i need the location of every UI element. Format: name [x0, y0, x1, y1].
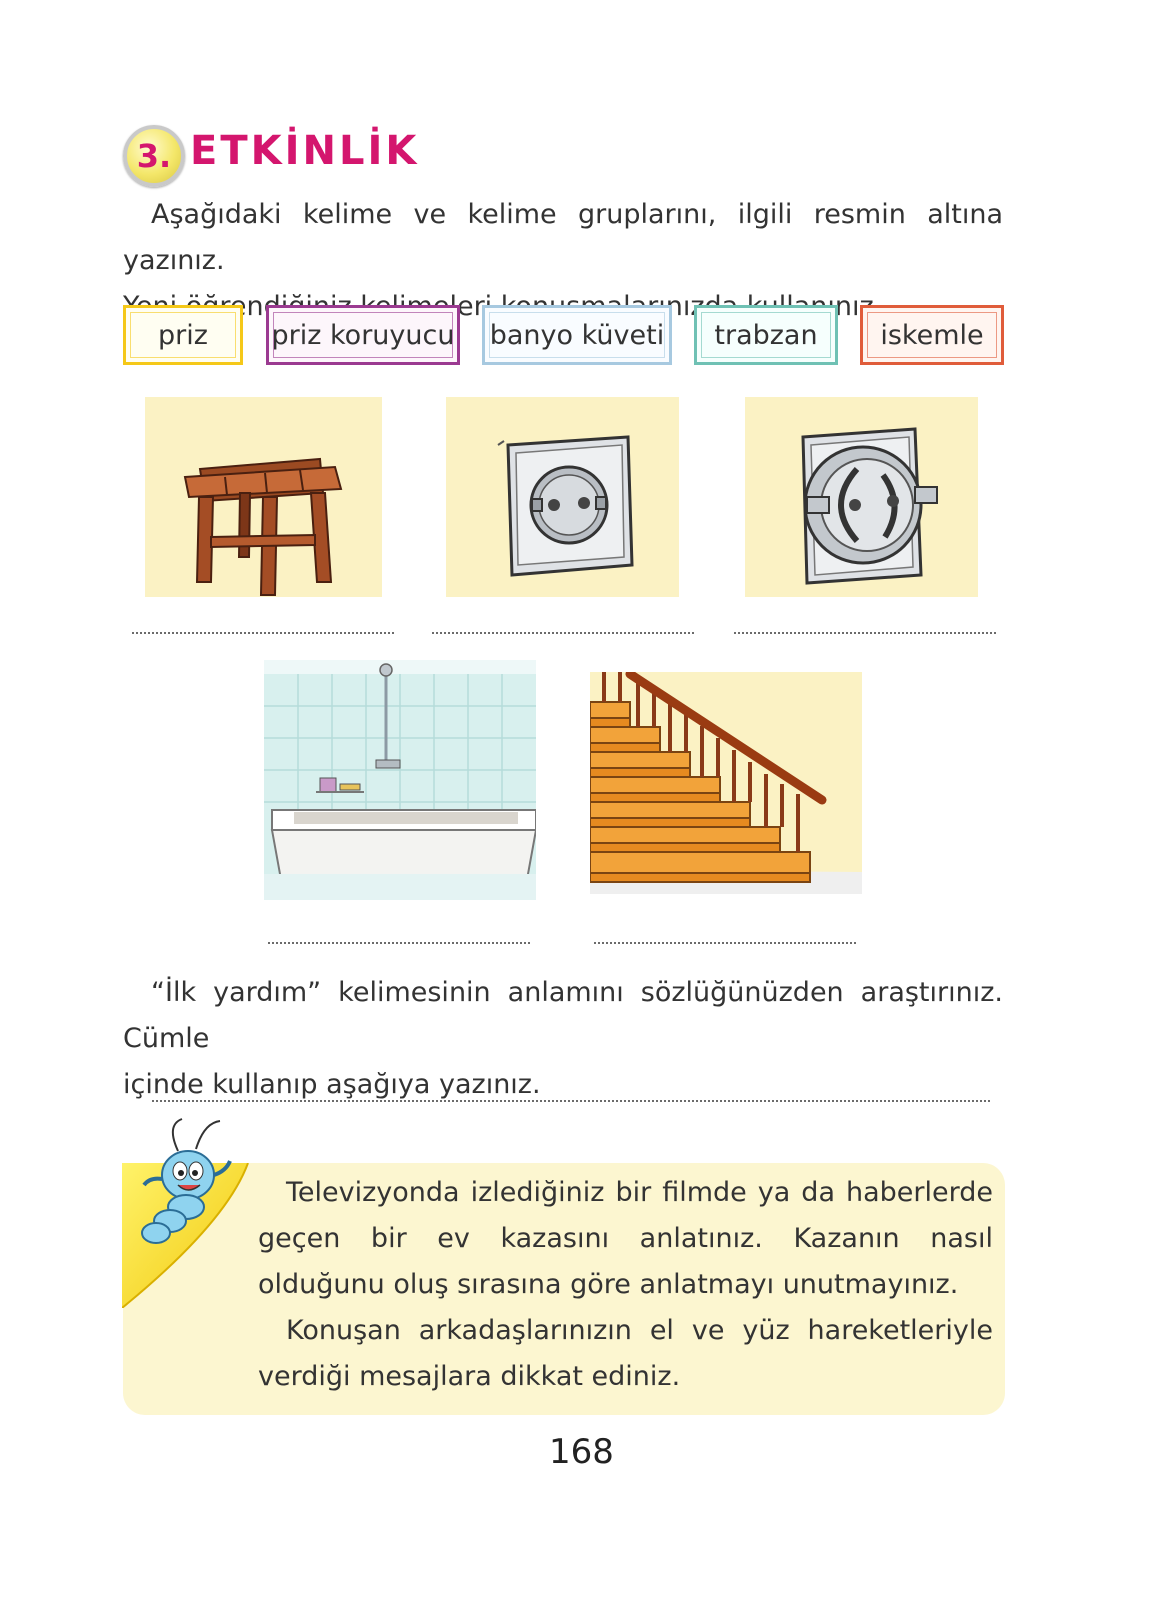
bathtub-icon	[264, 660, 536, 900]
word-label: trabzan	[714, 319, 818, 351]
answer-line-sentence[interactable]	[152, 1098, 990, 1102]
word-label: priz koruyucu	[271, 319, 455, 351]
instructions-line-1: Aşağıdaki kelime ve kelime gruplarını, ilgili resmin altına yazınız.	[123, 199, 1003, 276]
stool-picture	[145, 397, 382, 597]
socket-open-picture	[745, 397, 978, 597]
research-instructions	[123, 970, 1003, 1108]
word-label: iskemle	[880, 319, 984, 351]
activity-number-badge	[123, 125, 185, 187]
socket-cover-icon	[446, 397, 679, 597]
socket-cover-picture	[446, 397, 679, 597]
answer-line-3[interactable]	[734, 630, 996, 634]
caterpillar-mascot-icon	[130, 1115, 240, 1255]
word-box-priz-koruyucu	[266, 305, 460, 365]
word-box-iskemle	[860, 305, 1004, 365]
answer-line-2[interactable]	[432, 630, 694, 634]
activity-title: ETKİNLİK	[190, 128, 420, 174]
answer-line-1[interactable]	[132, 630, 394, 634]
speaking-paragraph-2: Konuşan arkadaşlarınızın el ve yüz hareketleriyle verdiği mesajlara dikkat ediniz.	[258, 1315, 993, 1392]
research-line-1: “İlk yardım” kelimesinin anlamını sözlüğünüzden araştırınız. Cümle	[123, 977, 1003, 1054]
word-box-banyo-kuveti	[482, 305, 672, 365]
staircase-picture	[590, 672, 862, 894]
research-line-2: içinde kullanıp aşağıya yazınız.	[123, 1069, 541, 1100]
activity-number: 3.	[136, 137, 172, 175]
word-box-trabzan	[694, 305, 838, 365]
answer-line-5[interactable]	[594, 940, 856, 944]
page-number: 168	[549, 1432, 614, 1472]
socket-open-icon	[745, 397, 978, 597]
word-label: priz	[158, 319, 208, 351]
word-box-priz	[123, 305, 243, 365]
speaking-activity-text	[258, 1170, 993, 1400]
stool-icon	[145, 397, 382, 597]
staircase-icon	[590, 672, 862, 894]
speaking-paragraph-1: Televizyonda izlediğiniz bir filmde ya da haberlerde geçen bir ev kazasını anlatınız. Kazanın nasıl olduğunu oluş sırasına göre anlatmayı unutmayınız.	[258, 1177, 993, 1300]
answer-line-4[interactable]	[268, 940, 530, 944]
bathtub-picture	[264, 660, 536, 900]
word-label: banyo küveti	[489, 319, 665, 351]
